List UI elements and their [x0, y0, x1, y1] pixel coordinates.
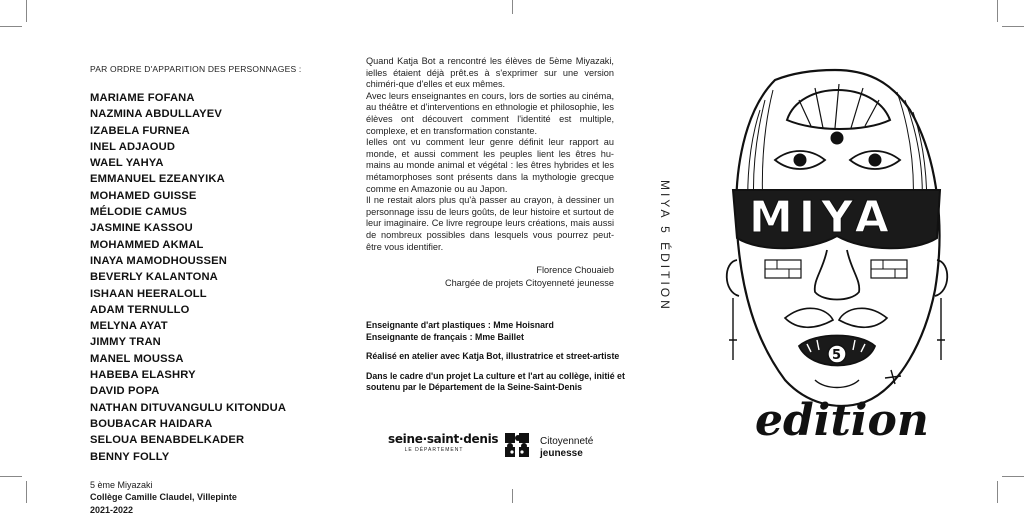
- credit-teacher-art: Enseignante d'art plastiques : Mme Hoisnard: [366, 320, 554, 330]
- character-name: MÉLODIE CAMUS: [90, 206, 188, 219]
- crop-mark: [997, 0, 998, 22]
- character-name: MOHAMED GUISSE: [90, 189, 197, 202]
- crop-mark: [26, 481, 27, 503]
- character-name: WAEL YAHYA: [90, 157, 164, 170]
- school-year: 2021-2022: [90, 504, 134, 515]
- character-name: DAVID POPA: [90, 385, 160, 398]
- signature: [366, 264, 614, 289]
- art-mouth-number: 5: [832, 348, 842, 363]
- crop-mark: [512, 0, 513, 14]
- character-name: INEL ADJAOUD: [90, 140, 176, 153]
- character-name: JASMINE KASSOU: [90, 222, 193, 235]
- crop-mark: [0, 26, 22, 27]
- crop-mark: [997, 481, 998, 503]
- character-name: EMMANUEL EZEANYIKA: [90, 173, 225, 186]
- crop-mark: [512, 489, 513, 503]
- character-name: NAZMINA ABDULLAYEV: [90, 108, 222, 121]
- character-name: BOUBACAR HAIDARA: [90, 417, 213, 430]
- character-name: MOHAMMED AKMAL: [90, 238, 204, 251]
- cover-illustration: [715, 40, 955, 450]
- puzzle-icon: [502, 430, 536, 464]
- seine-saint-denis-logo: [388, 432, 499, 453]
- art-bottom-text: edition: [755, 395, 929, 446]
- crop-mark: [26, 0, 27, 22]
- intro-paragraph: Quand Katja Bot a rencontré les élèves de 5ème Miyazaki, ielles étaient déjà prêt.es à s'exprimer sur une version chiméri-que d'elles et eux mêmes.: [366, 56, 614, 90]
- citoyennete-jeunesse-logo: [502, 430, 602, 466]
- character-name: HABEBA ELASHRY: [90, 369, 196, 382]
- art-glasses-text: MIYA: [749, 192, 895, 243]
- crop-mark: [1002, 26, 1024, 27]
- credit-teacher-french: Enseignante de français : Mme Baillet: [366, 331, 524, 342]
- crop-mark: [0, 476, 22, 477]
- character-name: MELYNA AYAT: [90, 320, 168, 333]
- character-name: NATHAN DITUVANGULU KITONDUA: [90, 401, 287, 414]
- school-info: [90, 479, 320, 516]
- character-name: IZABELA FURNEA: [90, 124, 190, 137]
- intro-text: [366, 56, 614, 253]
- character-name: SELOUA BENABDELKADER: [90, 434, 245, 447]
- intro-paragraph: Il ne restait alors plus qu'à passer au crayon, à dessiner un personnage issu de leurs goûts, de leur histoire et surtout de leur imaginaire. Ce livre regroupe leurs créations, mais aussi de nombreux possibles dans lesquels vous pourrez peut-être vous identifier.: [366, 195, 614, 252]
- character-name: BENNY FOLLY: [90, 450, 170, 463]
- cj-logo-line1: Citoyenneté: [540, 436, 594, 447]
- character-name: MARIAME FOFANA: [90, 92, 195, 104]
- credits: [366, 320, 626, 402]
- characters-column: [90, 64, 320, 516]
- ssd-logo-main: seine·saint·denis: [388, 432, 499, 446]
- character-name: BEVERLY KALANTONA: [90, 271, 218, 284]
- school-class: 5 ème Miyazaki: [90, 479, 153, 490]
- characters-list: [90, 90, 320, 465]
- spine-title: MIYA 5 ÉDITION: [658, 180, 672, 312]
- credit-workshop: Réalisé en atelier avec Katja Bot, illustratrice et street-artiste: [366, 351, 620, 362]
- ssd-logo-sub: LE DÉPARTEMENT: [404, 447, 464, 453]
- crop-mark: [1002, 476, 1024, 477]
- school-name: Collège Camille Claudel, Villepinte: [90, 492, 237, 503]
- signature-name: Florence Chouaieb: [536, 265, 614, 275]
- characters-heading: PAR ORDRE D'APPARITION DES PERSONNAGES :: [90, 64, 302, 74]
- character-name: MANEL MOUSSA: [90, 352, 184, 365]
- intro-paragraph: Ielles ont vu comment leur genre définit leur rapport au monde, et aussi comment les peuples lient les êtres hu-mains au monde animal et végétal : les êtres hybrides et les métamorphoses sont présents dans la mythologie grecque comme en Amazonie ou au Japon.: [366, 137, 614, 194]
- intro-paragraph: Avec leurs enseignantes en cours, lors de sorties au cinéma, au théâtre et d'interventions en ethnologie et philosophie, les élèves ont découvert comment l'identité est multiple, complexe, et en transformation constante.: [366, 90, 614, 136]
- credit-framework: Dans le cadre d'un projet La culture et l'art au collège, initié et soutenu par le Département de la Seine-Saint-Denis: [366, 370, 625, 393]
- character-name: INAYA MAMODHOUSSEN: [90, 254, 227, 267]
- character-name: ADAM TERNULLO: [90, 303, 190, 316]
- character-name: ISHAAN HEERALOLL: [90, 287, 207, 300]
- cj-logo-line2: jeunesse: [540, 448, 583, 459]
- character-name: JIMMY TRAN: [90, 336, 161, 349]
- signature-role: Chargée de projets Citoyenneté jeunesse: [444, 277, 614, 288]
